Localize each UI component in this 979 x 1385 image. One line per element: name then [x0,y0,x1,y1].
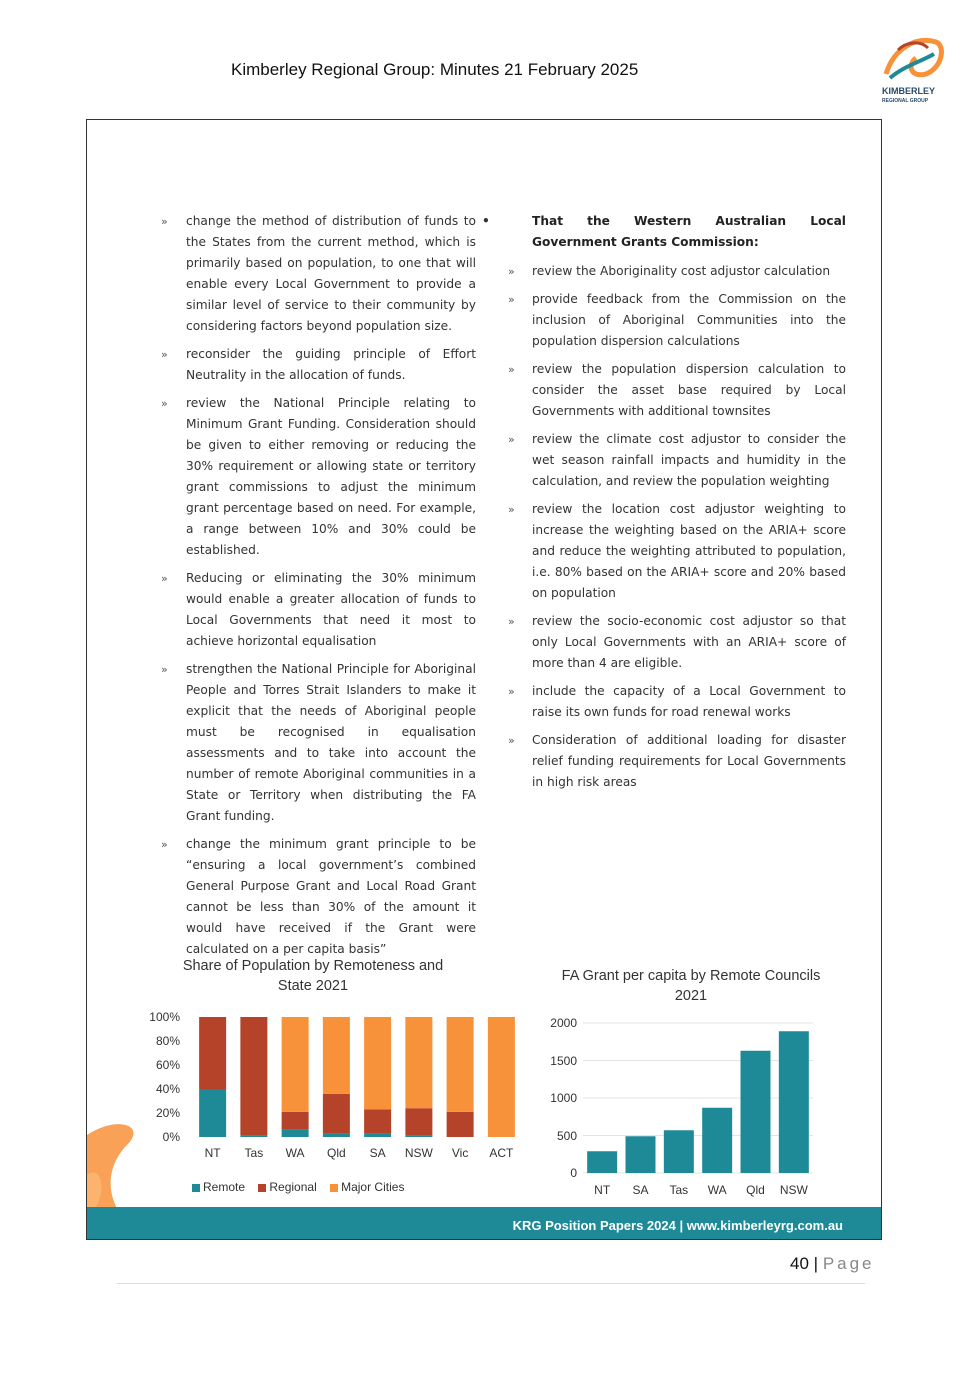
document-title: Kimberley Regional Group: Minutes 21 February 2025 [231,60,639,79]
left-bullet-1: » change the method of distribution of funds to the States from the current method, which is primarily based on population, to one that will enable every Local Government to provide a similar level of service to their community by considering factors beyond population size. [186,211,476,337]
chart1-xtick-wa: WA [285,1146,305,1160]
chart2-ytick-3: 1500 [550,1053,577,1068]
chart1-ytick-4: 80% [155,1034,180,1048]
left-bullet-3: » review the National Principle relating to Minimum Grant Funding. Consideration should be given to either removing or reducing the 30% requirement or allowing state or territory grant commissions to adjust the minimum grant percentage based on need. For example, a range between 10% and 30% could be established. [186,393,476,561]
chart2-bar-qld [741,1051,771,1173]
legend-major-cities: Major Cities [330,1180,404,1194]
chart1-ytick-5: 100% [149,1010,180,1024]
bar-qld-regional [323,1094,350,1134]
right-bullet-6: » review the socio-economic cost adjustor so that only Local Governments with an ARIA+ score of more than 4 are eligible. [532,611,846,674]
chart2-ytick-4: 2000 [550,1016,577,1030]
legend-regional: Regional [258,1180,316,1194]
bar-wa-regional [282,1112,309,1130]
bar-nsw-major-cities [405,1017,432,1108]
right-bullet-1: » review the Aboriginality cost adjustor calculation [532,261,846,282]
page-label: Page [822,1254,875,1273]
chart2-bar-sa [626,1136,656,1173]
chart2-xtick-wa: WA [707,1183,727,1197]
right-bullet-2: » provide feedback from the Commission on the inclusion of Aboriginal Communities into the population dispersion calculations [532,289,846,352]
chart1-legend [192,1180,404,1194]
chart1-xtick-sa: SA [369,1146,386,1160]
bar-nsw-remote [405,1136,432,1137]
footer-band [87,1207,882,1239]
left-bullet-6: » change the minimum grant principle to be “ensuring a local government’s combined General Purpose Grant and Local Road Grant cannot be less than 30% of the amount it would have received if the Grant were calculated on a per capita basis” [186,834,476,960]
left-bullet-4: » Reducing or eliminating the 30% minimum would enable a greater allocation of funds to Local Governments that need it most to achieve horizontal equalisation [186,568,476,652]
kimberley-logo-icon [876,28,948,106]
bar-nt-remote [199,1089,226,1137]
bar-vic-major-cities [447,1017,474,1112]
page-number-value: 40 [790,1254,809,1273]
chart2-ytick-2: 1000 [550,1091,577,1105]
bar-qld-remote [323,1133,350,1137]
bar-sa-major-cities [364,1017,391,1109]
bar-qld-major-cities [323,1017,350,1094]
bar-tas-regional [240,1017,267,1136]
chart2-xtick-tas: Tas [669,1183,689,1197]
logo-text-line1: KIMBERLEY [882,86,936,96]
left-bullet-2: » reconsider the guiding principle of Effort Neutrality in the allocation of funds. [186,344,476,386]
chart1-xtick-tas: Tas [244,1146,264,1160]
chart1-xtick-nt: NT [204,1146,221,1160]
bar-sa-remote [364,1133,391,1137]
chart1-xtick-act: ACT [489,1146,514,1160]
chart1-ytick-1: 20% [155,1106,180,1120]
chart2-bar-nt [587,1151,617,1173]
right-bullet-3: » review the population dispersion calculation to consider the asset base required by Local Governments with additional townsites [532,359,846,422]
page-number [790,1254,875,1274]
bottom-divider [117,1283,865,1284]
bar-nt-regional [199,1017,226,1089]
bar-vic-regional [447,1112,474,1137]
bar-sa-regional [364,1109,391,1133]
chart2-bar-wa [702,1108,732,1173]
position-paper-frame [86,119,924,1240]
chart1-ytick-0: 0% [162,1130,180,1144]
bar-nsw-regional [405,1108,432,1136]
chart2-ytick-1: 500 [556,1128,577,1143]
chart1-ytick-3: 60% [155,1058,180,1072]
page-number-separator: | [813,1254,819,1273]
chart2-bar-tas [664,1130,694,1173]
chart2-bar-nsw [779,1031,809,1173]
left-bullet-5: » strengthen the National Principle for Aboriginal People and Torres Strait Islanders to make it explicit that the needs of Aboriginal people must be recognised in equalisation assessments and to take into account the number of remote Aboriginal communities in a State or Territory when distributing the FA Grant funding. [186,659,476,827]
right-bullet-7: » include the capacity of a Local Government to raise its own funds for road renewal works [532,681,846,723]
chart1-xtick-vic: Vic [451,1146,469,1160]
bar-act-major-cities [488,1017,515,1137]
bar-wa-remote [282,1130,309,1137]
chart2-xtick-nt: NT [594,1183,611,1197]
chart2-ytick-0: 0 [570,1166,577,1180]
chart2-xtick-sa: SA [632,1183,649,1197]
chart1-xtick-qld: Qld [327,1146,346,1160]
bar-tas-remote [240,1136,267,1137]
kimberley-small-logo-icon: KIMBERLEY [878,256,882,314]
stacked-population-chart [127,1005,527,1139]
chart1-xtick-nsw: NSW [404,1146,433,1160]
chart2-title: FA Grant per capita by Remote Councils 2021 [561,968,821,1004]
left-column [186,211,476,967]
bar-wa-major-cities [282,1017,309,1112]
chart1-title: Share of Population by Remoteness and State 2021 [182,958,444,994]
right-column [532,211,846,800]
logo-text-line2: REGIONAL GROUP [882,98,929,104]
chart1-ytick-2: 40% [155,1082,180,1096]
right-bullet-5: » review the location cost adjustor weighting to increase the weighting based on the ARIA+ score and reduce the weighting attributed to population, i.e. 80% based on the ARIA+ score and 20% based on population [532,499,846,604]
legend-remote: Remote [192,1180,245,1194]
chart2-xtick-nsw: NSW [779,1183,808,1197]
right-column-heading: • That the Western Australian Local Government Grants Commission: [532,211,846,253]
right-bullet-4: » review the climate cost adjustor to consider the wet season rainfall impacts and humidity in the calculation, and review the population weighting [532,429,846,492]
right-bullet-8: » Consideration of additional loading for disaster relief funding requirements for Local Governments in high risk areas [532,730,846,793]
chart2-xtick-qld: Qld [746,1183,765,1197]
footer-text: KRG Position Papers 2024 | www.kimberleyrg.com.au [512,1218,843,1233]
